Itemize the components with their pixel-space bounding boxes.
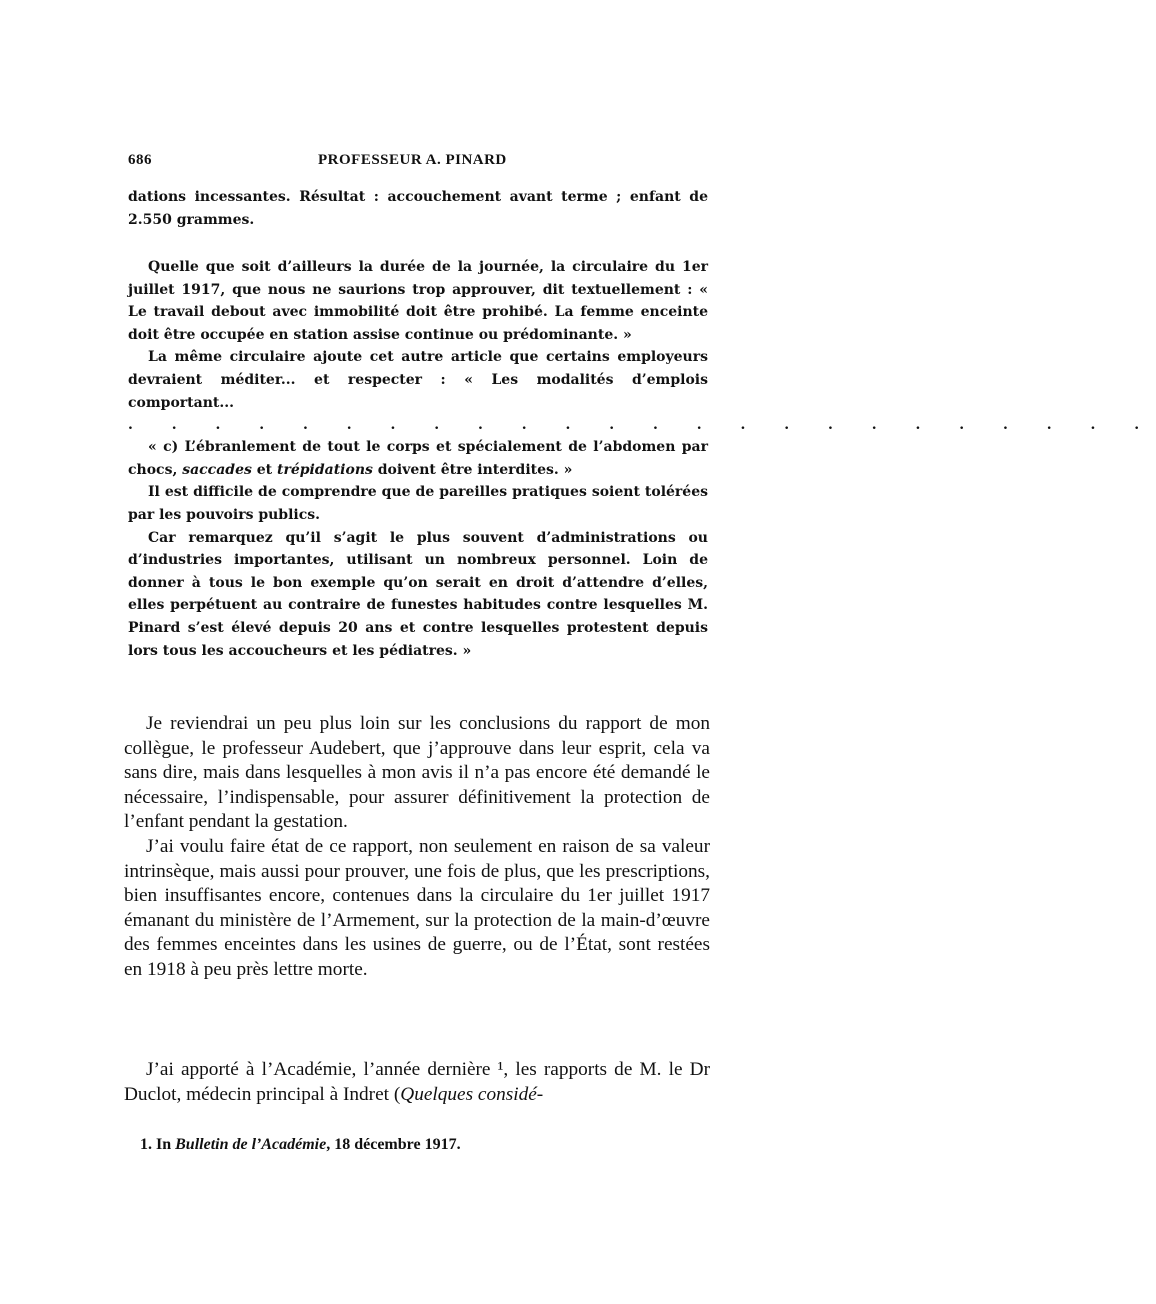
quote-p4-italic-2: trépidations (276, 461, 373, 478)
footnote-date: , 18 décembre 1917. (326, 1136, 461, 1153)
page-number: 686 (128, 152, 152, 168)
body-p3-start: J’ai apporté à l’Académie, l’année dernière ¹, les rapports de M. le Dr Duclot, médecin principal à Indret ( (124, 1059, 710, 1105)
body-p3-italic: Quelques considé- (400, 1083, 544, 1105)
main-text (124, 712, 710, 983)
quote-p4-italic-1: saccades (182, 461, 252, 478)
quote-p4-start: « c) L’ébranlement de tout le corps et spécialement de l’abdomen par chocs, (128, 439, 708, 478)
footnote-source: Bulletin de l’Académie (175, 1136, 327, 1153)
running-header (128, 152, 708, 172)
footnote-marker: 1. (140, 1136, 152, 1153)
ellipsis-dots: . . . . . . . . . . . . . . . . . . . . . . . . (128, 417, 1156, 434)
quote-paragraph-5: Il est difficile de comprendre que de pareilles pratiques soient tolérées par les pouvoirs publics. (128, 484, 708, 523)
body-paragraph-1: Je reviendrai un peu plus loin sur les conclusions du rapport de mon collègue, le professeur Audebert, que j’approuve dans leur esprit, cela va sans dire, mais dans lesquelles à mon avis il n’a pas encore été demandé le nécessaire, l’indispensable, pour assurer définitivement la protection de l’enfant pendant la gestation. (124, 713, 710, 833)
quote-p4-end: doivent être interdites. » (372, 461, 573, 478)
footnote-prefix: In (152, 1136, 176, 1153)
body-paragraph-3 (124, 1058, 710, 1107)
footnote (140, 1136, 700, 1154)
quote-paragraph-1: dations incessantes. Résultat : accouchement avant terme ; enfant de 2.550 grammes. (128, 189, 708, 228)
quote-block-top (128, 186, 708, 231)
quote-paragraph-4 (128, 436, 708, 481)
quote-paragraph-3: La même circulaire ajoute cet autre article que certains employeurs devraient méditer... et respecter : « Les modalités d’emplois comportant... (128, 349, 708, 411)
quote-paragraph-2: Quelle que soit d’ailleurs la durée de la journée, la circulaire du 1er juillet 1917, que nous ne saurions trop approuver, dit textuellement : « Le travail debout avec immobilité doit être prohibé. La femme enceinte doit être occupée en station assise continue ou prédominante. » (128, 259, 708, 343)
quote-paragraph-6: Car remarquez qu’il s’agit le plus souvent d’administrations ou d’industries importantes, utilisant un nombreux personnel. Loin de donner à tous le bon exemple qu’on serait en droit d’attendre d’elles, elles perpétuent au contraire de funestes habitudes contre lesquelles M. Pinard s’est élevé depuis 20 ans et contre lesquelles protestent depuis lors tous les accoucheurs et les pédiatres. » (128, 529, 708, 659)
quote-p4-mid: et (251, 461, 277, 478)
body-paragraph-2: J’ai voulu faire état de ce rapport, non seulement en raison de sa valeur intrinsèque, mais aussi pour prouver, une fois de plus, que les prescriptions, bien insuffisantes encore, contenues dans la circulaire du 1er juillet 1917 émanant du ministère de l’Armement, sur la protection de la main-d’œuvre des femmes enceintes dans les usines de guerre, ou de l’État, sont restées en 1918 à peu près lettre morte. (124, 835, 710, 980)
running-title: PROFESSEUR A. PINARD (318, 152, 507, 168)
main-text-2 (124, 1058, 710, 1107)
quote-block (128, 256, 1156, 662)
